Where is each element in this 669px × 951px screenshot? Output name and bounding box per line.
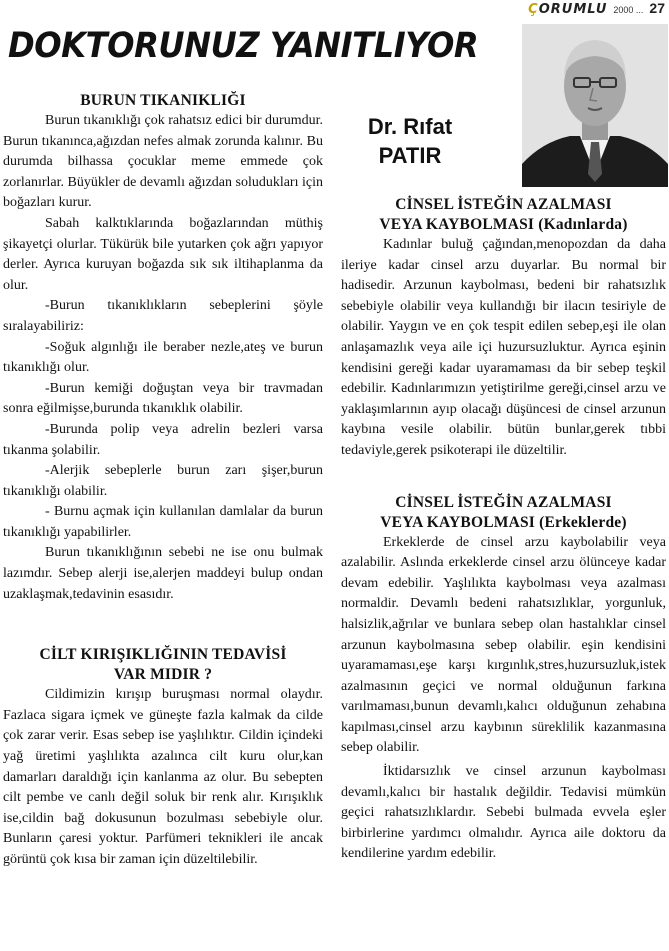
burun-paragraph: Burun tıkanıklığı çok rahatsız edici bir durumdur. Burun tıkanınca,ağızdan nefes almak zorunda kalınır. Bu durumda bilhassa çocuklar meme emmede çok zorlanırlar. Büyükler de devamlı ağızdan soludukları için boğazları kurur. xyxy=(3,113,323,211)
author-photo xyxy=(522,24,668,187)
cilt-heading-line2: VAR MIDIR ? xyxy=(113,666,213,684)
cilt-paragraph: Cildimizin kırışıp buruşması normal olaydır. Fazlaca sigara içmek ve güneşte fazla kalmak da cilde çok zarar verir. Esas sebep ise yaşlılıktır. Cildin içindeki yağ üretimi yaşlılıkta azalınca cilt kuru olur,kan damarları daraldığı için kanlanma az olur. Bu sebepten cilt pembe ve canlı değil soluk bir renk alır. Kırışıklık ise,cildin bağ dokusunun bozulması sebebiyle olur. Bunların çaresi yoktur. Parfümeri teknikleri ile ancak görüntü çok kısa bir zaman için düzeltilebilir. xyxy=(3,687,323,867)
author-name xyxy=(350,112,470,170)
kadin-heading-line1: CİNSEL İSTEĞİN AZALMASI xyxy=(395,196,612,213)
burun-paragraph: -Soğuk algınlığı ile beraber nezle,ateş ve burun tıkanıklığı olur. xyxy=(3,339,323,376)
erkek-paragraph: Erkeklerde de cinsel arzu kaybolabilir veya azalabilir. Aslında erkeklerde cinsel arzu ölünceye kadar devam edebilir. Yaşlılıkta kaybolması veya azalması normaldir. Devamlı bedeni rahatsızlıklar, yorgunluk, halsizlik,ağrılar ve bunlara sebep olan hastalıklar cinsel arzunun kaybolmasına sebep olabilir. eşin kendisini uyaramaması,eşe karşı kırgınlık,stres,huzursuzluk,istek azalmasının geçici ve normal olduğunun farkına varılmaması,bunun devamlı,kalıcı olduğunun zehabına kapılması,cinsel arzu kaybının süreklilik kazanmasına sebep olabilir. xyxy=(341,534,666,756)
burun-paragraph: -Burun kemiği doğuştan veya bir travmadan sonra eğilmişse,burunda tıkanıklık olabilir. xyxy=(3,380,323,417)
burun-paragraph: -Burun tıkanıklıkların sebeplerini şöyle sıralayabiliriz: xyxy=(3,298,323,334)
burun-heading: BURUN TIKANIKLIĞI xyxy=(80,92,246,109)
magazine-logo: ÇORUMLU xyxy=(528,2,608,17)
burun-paragraph: - Burnu açmak için kullanılan damlalar da burun tıkanıklığı yapabilirler. xyxy=(3,504,323,540)
author-portrait-image xyxy=(522,24,668,187)
cilt-heading-line1: CİLT KIRIŞIKLIĞININ TEDAVİSİ xyxy=(39,646,287,664)
burun-paragraph: Sabah kalktıklarında boğazlarından müthiş şikayetçi olurlar. Tükürük bile yutarken çok ağrı yapıyor derler. Ayrıca kuruyan boğazda sık sık iltihaplanma da olur. xyxy=(3,215,323,293)
burun-paragraph: -Alerjik sebeplerle burun zarı şişer,burun tıkanıklığı olabilir. xyxy=(3,463,323,499)
kadin-paragraph: Kadınlar buluğ çağından,menopozdan da daha ileriye kadar cinsel arzu duyarlar. Bu normal bir hadisedir. Arzunun kaybolması, bedeni bir rahatsızlık sebebiyle olabilir veya kullandığı bir ilacın tesiriyle de olabilir. Yaygın ve en çok tespit edilen sebep,eşi ile olan anlaşamazlık veya aile içi huzursuzluktur. Ayrıca eşinin kendisini gereği kadar uyaramaması da bir sebep teşkil edebilir. Kadınlarımızın yetiştirilme gereği,cinsel arzu ve yaklaşımlarının ayıp olacağı düşüncesi de cinsel arzunun kaybına vesile olabilir. bütün bunlar,gerek tıbbi tedaviyle,gerek psikoterapi ile düzeltilir. xyxy=(341,237,666,458)
kadin-heading-line2: VEYA KAYBOLMASI (Kadınlarda) xyxy=(379,216,628,233)
author-name-line2: PATIR xyxy=(378,143,442,168)
left-column xyxy=(3,91,323,871)
erkek-heading-line1: CİNSEL İSTEĞİN AZALMASI xyxy=(395,493,612,511)
author-name-line1: Dr. Rıfat xyxy=(367,114,453,139)
erkek-paragraph: İktidarsızlık ve cinsel arzunun kaybolması devamlı,kalıcı bir hastalık değildir. Tedavisi mümkün geçici rahatsızlıklardır. Sebebi bulmada evvela eşler birbirlerine yardımcı olmalıdır. Ayrıca aile doktoru da kendilerine yardım edebilir. xyxy=(341,764,666,862)
page-header xyxy=(528,0,665,18)
column-title: DOKTORUNUZ YANITLIYOR xyxy=(8,26,479,66)
issue-year: 2000 ... xyxy=(613,5,644,15)
erkek-heading-line2: VEYA KAYBOLMASI (Erkeklerde) xyxy=(380,513,627,531)
right-column xyxy=(341,195,666,865)
burun-paragraph: -Burunda polip veya adrelin bezleri varsa tıkanma şolabilir. xyxy=(3,421,323,458)
burun-paragraph: Burun tıkanıklığının sebebi ne ise onu bulmak lazımdır. Sebep alerji ise,alerjen maddeyi bulup ondan uzaklaşmak,tedavinin esasıdır. xyxy=(3,545,323,602)
page-number: 27 xyxy=(649,0,665,16)
